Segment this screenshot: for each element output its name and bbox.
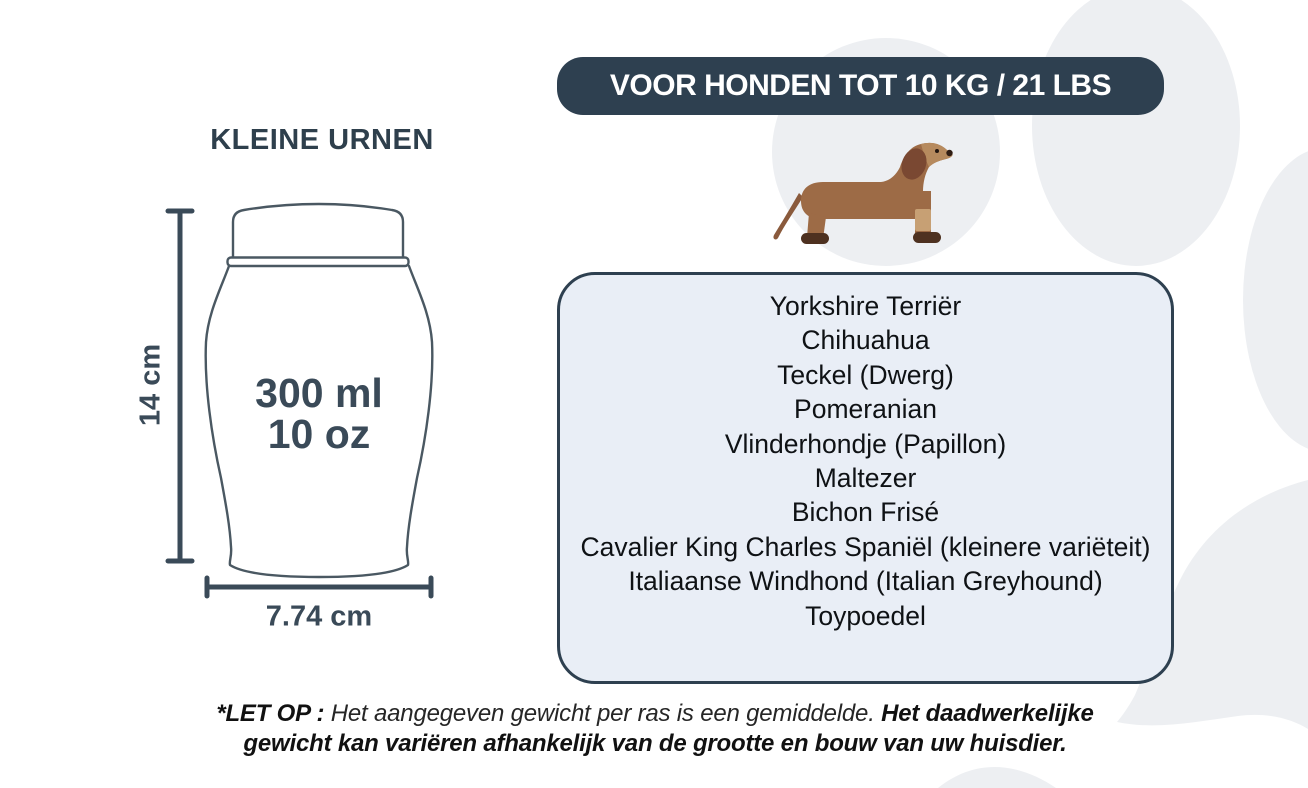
breed-item: Cavalier King Charles Spaniël (kleinere variëteit) bbox=[580, 531, 1151, 562]
breed-item: Yorkshire Terriër bbox=[769, 291, 962, 321]
dog-front-paw bbox=[913, 232, 941, 243]
dog-front-leg-band bbox=[915, 209, 931, 231]
urn-width-label: 7.74 cm bbox=[265, 600, 373, 633]
dog-eye bbox=[935, 149, 939, 153]
breed-item: Maltezer bbox=[814, 463, 917, 494]
dog-nose bbox=[946, 150, 952, 156]
urn-rim-outline bbox=[228, 258, 409, 267]
page-title: KLEINE URNEN bbox=[210, 124, 434, 156]
breed-item: Teckel (Dwerg) bbox=[777, 359, 954, 390]
breed-item: Bichon Frisé bbox=[791, 497, 940, 528]
urn-height-label: 14 cm bbox=[134, 343, 167, 427]
urn-volume-oz: 10 oz bbox=[267, 411, 371, 457]
dog-rear-paw bbox=[801, 233, 829, 244]
breed-list-box bbox=[557, 272, 1174, 684]
footnote bbox=[189, 699, 1121, 759]
footnote-segment: gewicht kan variëren afhankelijk van de grootte en bouw van uw huisdier. bbox=[243, 730, 1067, 757]
urn-lid-outline bbox=[233, 204, 403, 257]
breed-item: Chihuahua bbox=[801, 325, 930, 356]
paw-toe-icon bbox=[1032, 0, 1240, 266]
paw-toe-icon bbox=[1243, 148, 1308, 452]
weight-banner: VOOR HONDEN TOT 10 KG / 21 LBS bbox=[557, 57, 1164, 115]
footnote-segment: Het daadwerkelijke bbox=[881, 700, 1094, 727]
urn-volume-ml: 300 ml bbox=[255, 370, 383, 416]
dog-tail bbox=[773, 193, 803, 239]
footnote-line bbox=[189, 699, 1121, 729]
urn-volume-label bbox=[255, 370, 383, 457]
dachshund-icon bbox=[765, 133, 957, 255]
breed-item: Vlinderhondje (Papillon) bbox=[724, 428, 1007, 459]
breed-item: Italiaanse Windhond (Italian Greyhound) bbox=[628, 566, 1103, 597]
footnote-segment: Het aangegeven gewicht per ras is een gemiddelde. bbox=[330, 700, 882, 727]
footnote-line bbox=[189, 729, 1121, 759]
breed-item: Pomeranian bbox=[794, 394, 937, 425]
footnote-segment: *LET OP : bbox=[216, 700, 331, 727]
breed-item: Toypoedel bbox=[805, 600, 926, 631]
paw-pad-icon bbox=[938, 767, 1056, 788]
